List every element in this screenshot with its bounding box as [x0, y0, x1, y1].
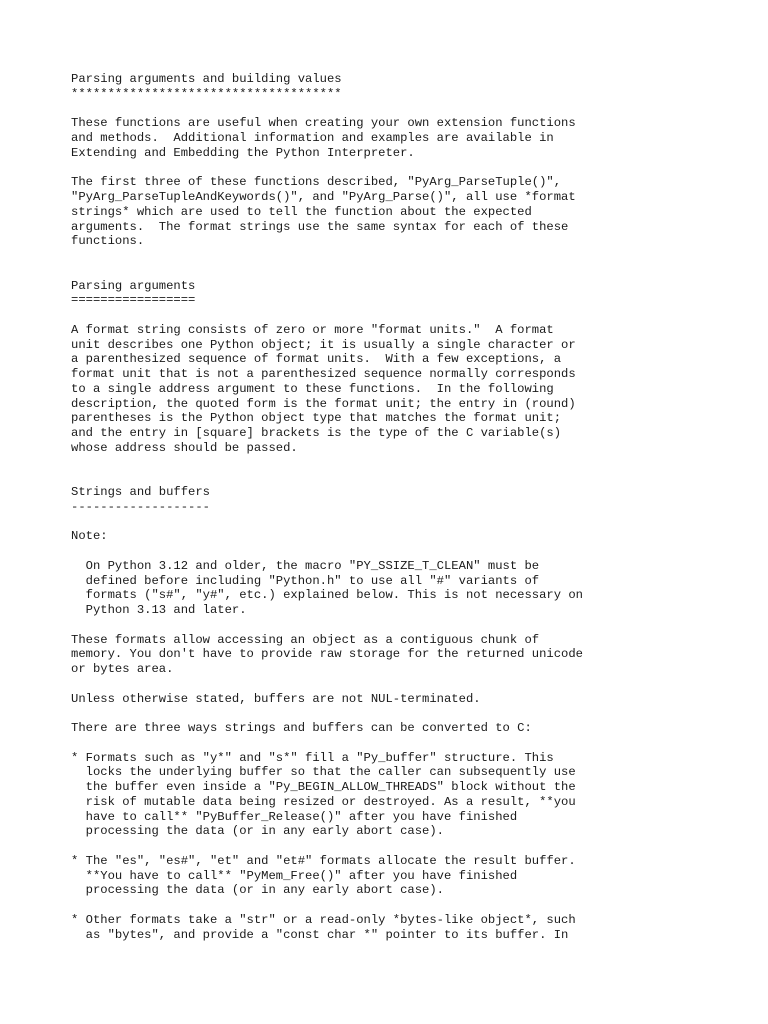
blank-line: [71, 736, 748, 751]
blank-line: [71, 102, 748, 117]
blank-line: [71, 161, 748, 176]
blank-line: [71, 839, 748, 854]
blank-line: [71, 618, 748, 633]
text-line: Note:: [71, 529, 108, 544]
blank-line: [71, 677, 748, 692]
text-line: the buffer even inside a "Py_BEGIN_ALLOW_THREADS" block without the: [71, 780, 576, 794]
text-line: **You have to call** "PyMem_Free()" after you have finished: [71, 868, 518, 883]
text-line: arguments. The format strings use the same syntax for each of these: [71, 219, 569, 234]
text-line: These functions are useful when creating your own extension functions: [71, 116, 576, 131]
text-line: description, the quoted form is the format unit; the entry in (round): [71, 396, 576, 411]
text-line: as "bytes", and provide a "const char *" pointer to its buffer. In: [71, 927, 569, 942]
text-line: or bytes area.: [71, 662, 174, 676]
text-line: A format string consists of zero or more "format units." A format: [71, 322, 554, 337]
blank-line: [71, 456, 748, 471]
text-line: unit describes one Python object; it is usually a single character or: [71, 337, 576, 352]
text-line: Extending and Embedding the Python Interpreter.: [71, 145, 415, 160]
text-line: Parsing arguments and building values: [71, 72, 342, 86]
blank-line: [71, 515, 748, 530]
text-line: Python 3.13 and later.: [71, 603, 247, 617]
text-line: formats ("s#", "y#", etc.) explained below. This is not necessary on: [71, 588, 583, 603]
blank-line: [71, 308, 748, 323]
text-line: * Formats such as "y*" and "s*" fill a "Py_buffer" structure. This: [71, 750, 554, 765]
text-line: -------------------: [71, 499, 210, 514]
text-line: Strings and buffers: [71, 485, 210, 499]
text-line: a parenthesized sequence of format units. With a few exceptions, a: [71, 352, 562, 367]
text-line: format unit that is not a parenthesized sequence normally corresponds: [71, 367, 576, 381]
blank-line: [71, 264, 748, 279]
text-line: to a single address argument to these functions. In the following: [71, 381, 554, 396]
document-page: [71, 72, 748, 942]
text-line: Parsing arguments: [71, 278, 196, 293]
text-line: and methods. Additional information and examples are available in: [71, 131, 554, 145]
blank-line: [71, 470, 748, 485]
text-line: and the entry in [square] brackets is the type of the C variable(s): [71, 426, 562, 440]
text-line: defined before including "Python.h" to use all "#" variants of: [71, 573, 540, 588]
text-line: These formats allow accessing an object as a contiguous chunk of: [71, 632, 540, 647]
text-line: =================: [71, 293, 196, 308]
text-line: * Other formats take a "str" or a read-only *bytes-like object*, such: [71, 912, 576, 927]
blank-line: [71, 249, 748, 264]
text-line: whose address should be passed.: [71, 440, 298, 455]
blank-line: [71, 706, 748, 721]
text-line: strings* which are used to tell the function about the expected: [71, 204, 532, 219]
text-line: processing the data (or in any early abort case).: [71, 883, 444, 898]
blank-line: [71, 544, 748, 559]
text-line: On Python 3.12 and older, the macro "PY_SSIZE_T_CLEAN" must be: [71, 558, 540, 573]
text-line: There are three ways strings and buffers can be converted to C:: [71, 721, 532, 735]
text-line: risk of mutable data being resized or destroyed. As a result, **you: [71, 794, 576, 809]
text-line: locks the underlying buffer so that the caller can subsequently use: [71, 765, 576, 780]
text-line: processing the data (or in any early abort case).: [71, 824, 444, 839]
text-line: Unless otherwise stated, buffers are not NUL-terminated.: [71, 691, 481, 706]
text-line: *************************************: [71, 86, 342, 101]
text-line: have to call** "PyBuffer_Release()" after you have finished: [71, 809, 518, 824]
blank-line: [71, 898, 748, 913]
text-line: The first three of these functions described, "PyArg_ParseTuple()",: [71, 175, 562, 190]
text-line: parentheses is the Python object type that matches the format unit;: [71, 411, 562, 426]
text-line: memory. You don't have to provide raw storage for the returned unicode: [71, 647, 583, 662]
text-line: * The "es", "es#", "et" and "et#" formats allocate the result buffer.: [71, 853, 576, 868]
text-line: functions.: [71, 234, 145, 249]
text-line: "PyArg_ParseTupleAndKeywords()", and "PyArg_Parse()", all use *format: [71, 190, 576, 204]
